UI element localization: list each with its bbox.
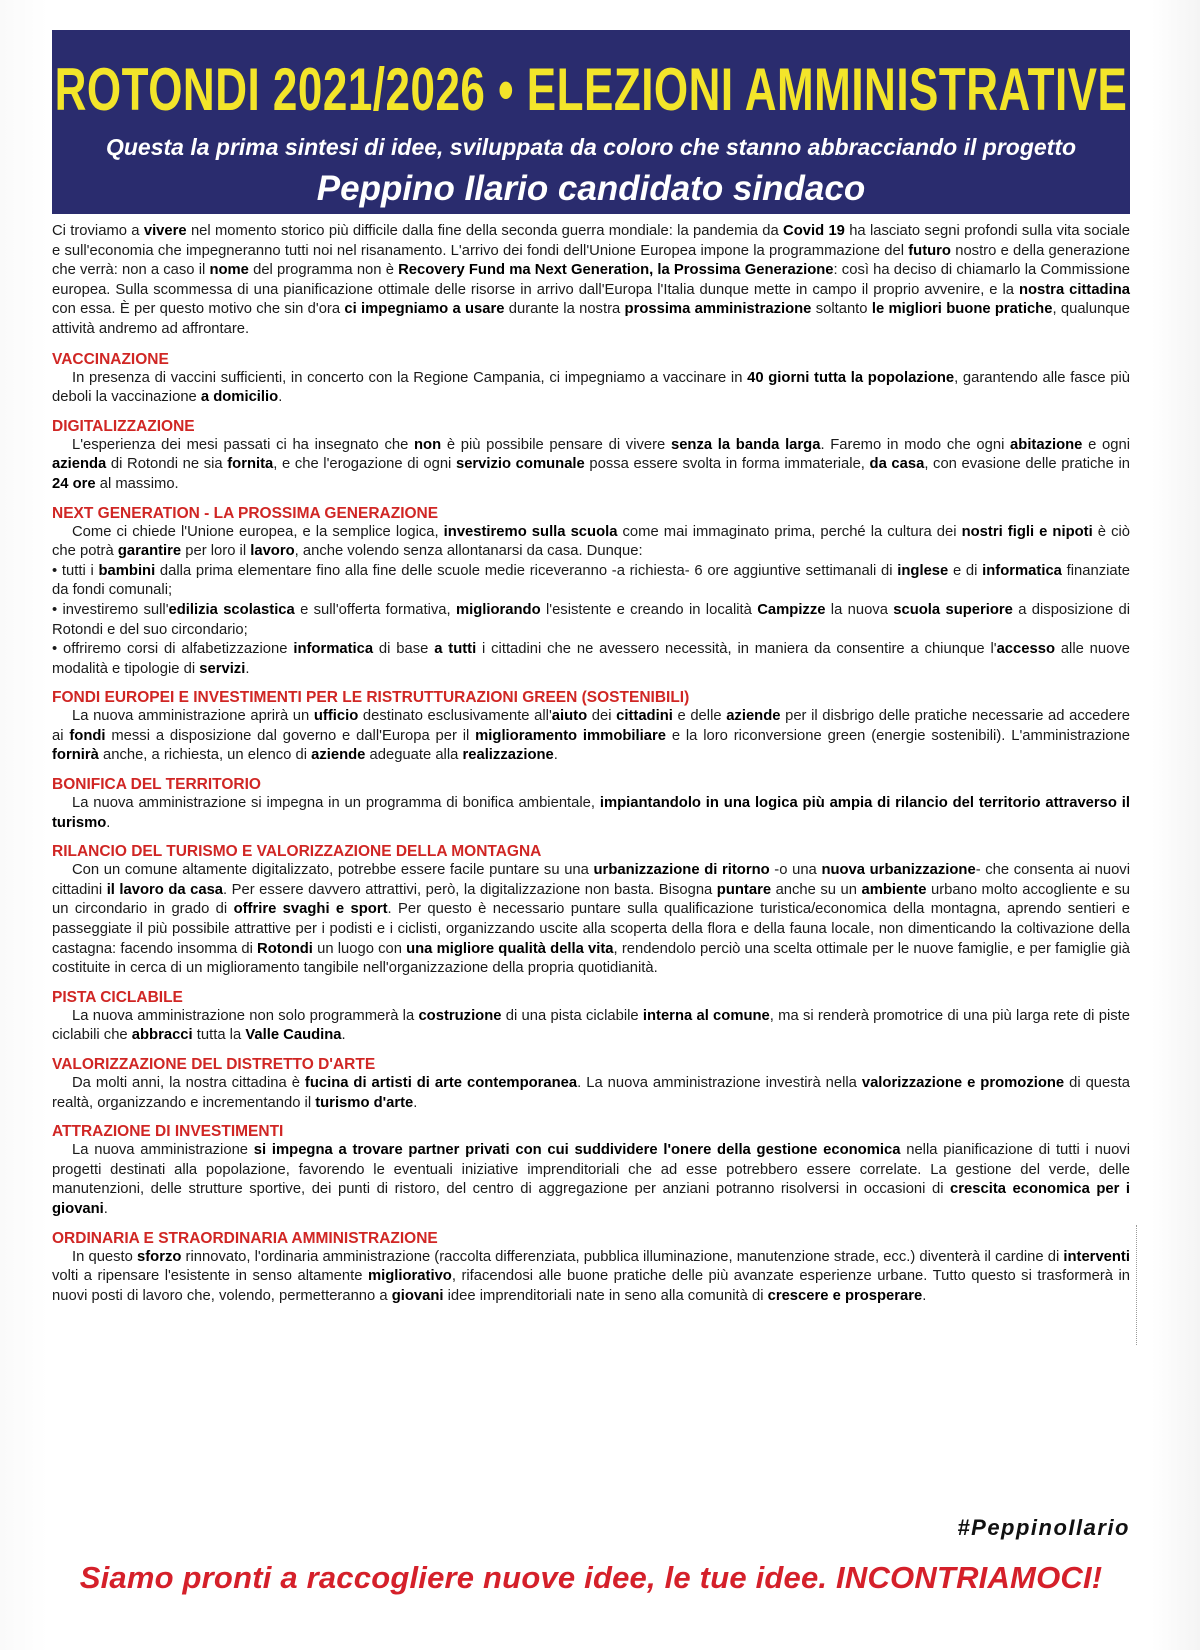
section-title: ATTRAZIONE DI INVESTIMENTI <box>52 1123 284 1141</box>
text-run: nel momento storico più difficile dalla fine della seconda guerra mondiale: la pandemia da <box>186 223 784 239</box>
text-run: investiremo sull' <box>62 601 169 618</box>
text-run: e ogni <box>1082 436 1130 453</box>
bold-text: ambiente <box>861 881 927 898</box>
text-run: la nuova <box>825 601 894 618</box>
bold-text: Valle Caudina <box>245 1027 342 1044</box>
text-run: a disposizione di Rotondi e del suo circondario; <box>52 601 1131 638</box>
bold-text: crescita economica per i giovani <box>52 1181 1130 1217</box>
text-run: con essa. È per questo motivo che sin d'ora <box>52 301 345 318</box>
text-run: In presenza di vaccini sufficienti, in concerto con la Regione Campania, ci impegniamo a vaccinare in <box>72 369 748 386</box>
flyer-title: ROTONDI 2021/2026 • ELEZIONI AMMINISTRATIVE <box>54 56 1128 124</box>
bold-text: fondi <box>69 727 106 744</box>
bold-text: inglese <box>897 562 949 579</box>
text-run: e sull'offerta formativa, <box>294 601 456 618</box>
bold-text: informatica <box>293 641 374 658</box>
bold-text: nuova urbanizzazione <box>821 862 976 879</box>
program-section <box>52 417 1130 495</box>
bold-text: migliorativo <box>367 1268 452 1285</box>
bold-text: aziende <box>311 747 366 764</box>
text-run: . <box>278 389 283 406</box>
text-run: finanziate da fondi comunali; <box>52 562 1130 599</box>
bold-text: impiantandolo in una logica più ampia di rilancio del territorio attraverso il turismo <box>52 795 1130 831</box>
bold-text: 24 ore <box>52 475 96 492</box>
section-body <box>52 1007 1130 1046</box>
text-run: di base <box>373 641 435 658</box>
program-section <box>52 775 1130 833</box>
text-run: , e che l'erogazione di ogni <box>273 456 456 473</box>
text-run: anche, a richiesta, un elenco di <box>98 747 312 764</box>
text-run: del programma non è <box>248 262 399 279</box>
bold-text: servizi <box>199 660 246 677</box>
text-run: tutta la <box>192 1027 246 1044</box>
side-print-mark <box>1136 1225 1145 1345</box>
text-run: e delle <box>672 708 727 725</box>
bold-text: ci impegniamo a usare <box>344 301 505 318</box>
text-run: ha lasciato segni profondi sulla vita sociale e sull'economia che impegneranno tutti noi nel risanamento. L'arrivo dei fondi dell'Unione Europea impone la programmazione del <box>52 223 1130 259</box>
bold-text: cittadini <box>616 708 673 725</box>
bold-text: realizzazione <box>462 747 554 764</box>
bullet-item <box>52 601 1130 640</box>
text-run: Da molti anni, la nostra cittadina è <box>72 1075 305 1091</box>
section-title: PISTA CICLABILE <box>52 988 183 1006</box>
text-run: . <box>341 1027 346 1044</box>
text-run: La nuova amministrazione <box>72 1142 254 1159</box>
text-run: possa essere svolta in forma immateriale, <box>584 456 870 473</box>
bold-text: a domicilio <box>200 389 279 406</box>
header-banner <box>52 30 1130 214</box>
bold-text: aiuto <box>551 708 588 725</box>
section-body <box>52 369 1130 408</box>
section-title: VACCINAZIONE <box>52 350 169 368</box>
text-run: . Faremo in modo che ogni <box>820 436 1011 453</box>
text-run: , anche volendo senza allontanarsi da casa. Dunque: <box>294 543 643 560</box>
text-run: è più possibile pensare di vivere <box>441 436 671 453</box>
program-content <box>52 222 1130 1315</box>
text-run: -o una <box>769 862 822 879</box>
text-run: dei <box>587 708 617 725</box>
section-body <box>52 707 1130 766</box>
section-title: VALORIZZAZIONE DEL DISTRETTO D'ARTE <box>52 1056 376 1073</box>
bold-text: Covid 19 <box>783 223 845 239</box>
text-run: i cittadini che ne avessero necessità, in maniera da consentire a chiunque l' <box>476 641 997 658</box>
bold-text: futuro <box>908 242 951 259</box>
bold-text: da casa <box>869 456 925 473</box>
bold-text: una migliore qualità della vita <box>406 940 614 957</box>
section-body <box>52 794 1130 833</box>
text-run: . <box>553 747 558 764</box>
text-run: rinnovato, l'ordinaria amministrazione (raccolta differenziata, pubblica illuminazione, manutenzione strade, ecc.) diventerà il cardine di <box>181 1248 1064 1265</box>
program-section <box>52 1122 1130 1219</box>
bold-text: 40 giorni tutta la popolazione <box>747 369 955 386</box>
intro-paragraph <box>52 222 1130 340</box>
bullet-item <box>52 640 1130 679</box>
text-run: e la loro riconversione green (energie sostenibili). L'amministrazione <box>665 727 1130 744</box>
text-run: . Per questo è necessario puntare sulla qualificazione turistica/economica della montagna, aprendo sentieri e passeggiate il più possibile attrattive per i podisti e i ciclisti, organizzando uscite alla scoperta della flora e della fauna locale, non dimenticando la coltivazione della castagna: facendo insomma di <box>52 901 1130 957</box>
text-run: . <box>922 1287 927 1304</box>
bullet-dot-icon: • <box>52 641 64 658</box>
section-body <box>52 1141 1130 1219</box>
bold-text: garantire <box>117 543 182 560</box>
bold-text: Rotondi <box>257 940 313 957</box>
text-run: , qualunque attività andremo ad affrontare. <box>52 301 1130 337</box>
text-run: La nuova amministrazione aprirà un <box>72 708 314 725</box>
text-run: - che consenta ai nuovi cittadini <box>52 862 1130 898</box>
text-run: di questa realtà, organizzando e incrementando il <box>52 1075 1131 1111</box>
text-run: un luogo con <box>312 940 407 957</box>
hashtag: #PeppinoIlario <box>957 1515 1130 1540</box>
bold-text: nostra cittadina <box>1018 281 1130 298</box>
candidate-name: Peppino Ilario candidato sindaco <box>316 169 866 208</box>
text-run: soltanto <box>811 301 872 318</box>
program-sections <box>52 350 1130 1307</box>
text-run: per il disbrigo delle pratiche necessarie ad accedere ai <box>52 708 1130 744</box>
bold-text: abbracci <box>131 1027 193 1044</box>
program-section <box>52 988 1130 1046</box>
bold-text: lavoro <box>250 543 295 560</box>
bold-text: servizio comunale <box>455 456 585 473</box>
section-body <box>52 523 1130 680</box>
text-run: idee imprenditoriali nate in seno alla comunità di <box>443 1287 768 1304</box>
section-title: FONDI EUROPEI E INVESTIMENTI PER LE RISTRUTTURAZIONI GREEN (SOSTENIBILI) <box>52 689 690 707</box>
section-title: DIGITALIZZAZIONE <box>52 417 195 435</box>
bold-text: fucina di artisti di arte contemporanea <box>304 1075 578 1091</box>
text-run: è ciò che potrà <box>52 523 1130 560</box>
text-run: nostro e della generazione che verrà: non a caso il <box>52 242 1130 279</box>
bold-text: miglioramento immobiliare <box>475 727 666 744</box>
text-run: . Per essere davvero attrattivi, però, la digitalizzazione non basta. Bisogna <box>223 881 717 898</box>
section-body <box>52 436 1130 495</box>
bold-text: fornita <box>227 456 274 473</box>
program-section <box>52 1229 1130 1307</box>
bold-text: nome <box>209 262 249 279</box>
text-run: : così ha deciso di chiamarlo la Commissione europea. Sulla scommessa di una pianificazione ottimale delle risorse in arrivo dall'Europa l'Italia dunque mette in campo il proprio avvenire, e la <box>52 262 1131 298</box>
text-run: . <box>413 1094 418 1111</box>
bold-text: investiremo sulla scuola <box>443 523 618 540</box>
bold-text: interventi <box>1063 1248 1130 1265</box>
text-run: . <box>245 660 250 677</box>
flyer-subtitle: Questa la prima sintesi di idee, sviluppata da coloro che stanno abbracciando il progetto <box>105 134 1077 160</box>
text-run: e di <box>948 562 983 579</box>
bullet-dot-icon: • <box>52 601 63 618</box>
text-run: L'esperienza dei mesi passati ci ha insegnato che <box>72 436 414 453</box>
bold-text: turismo d'arte <box>315 1094 414 1111</box>
bold-text: costruzione <box>418 1007 502 1024</box>
bold-text: informatica <box>982 562 1062 579</box>
text-run: anche su un <box>771 881 862 898</box>
text-run: volti a ripensare l'esistente in senso altamente <box>52 1268 368 1285</box>
text-run: . <box>103 1200 108 1217</box>
section-body <box>52 861 1130 979</box>
bold-text: fornirà <box>52 747 99 764</box>
bold-text: abitazione <box>1010 436 1083 453</box>
text-run: l'esistente e creando in località <box>540 601 758 618</box>
text-run: destinato esclusivamente all' <box>358 708 552 725</box>
text-run: come mai immaginato prima, perché la cultura dei <box>617 523 962 540</box>
bold-text: le migliori buone pratiche <box>871 301 1053 318</box>
text-run: Con un comune altamente digitalizzato, potrebbe essere facile puntare su una <box>72 862 594 879</box>
text-run: , garantendo alle fasce più deboli la vaccinazione <box>52 369 1130 406</box>
text-run: , con evasione delle pratiche in <box>924 456 1131 473</box>
text-run: nella pianificazione di tutti i nuovi progetti destinati alla popolazione, favorendo le eventuali iniziative imprenditoriali che ad esse potrebbero essere correlate. La gestione del verde, delle manutenzioni, delle strutture sportive, dei punti di ristoro, del centro di aggregazione per anziani potranno risolversi in occasioni di <box>52 1142 1130 1198</box>
bold-text: crescere e prosperare <box>767 1287 923 1304</box>
bold-text: interna al comune <box>642 1007 770 1024</box>
program-section <box>52 350 1130 408</box>
text-run: offriremo corsi di alfabetizzazione <box>63 641 294 658</box>
bold-text: si impegna a trovare partner privati con cui suddividere l'onere della gestione economica <box>253 1142 901 1159</box>
bullet-dot-icon: • <box>52 562 62 579</box>
program-section <box>52 1055 1130 1113</box>
section-body <box>52 1248 1130 1307</box>
text-run: . La nuova amministrazione investirà nella <box>577 1075 862 1091</box>
bullet-item <box>52 562 1130 601</box>
text-run: , rifacendosi alle buone pratiche delle più avanzate esperienze urbane. Tutto questo si trasformerà in nuovi posti di lavoro che, volendo, permetteranno a <box>52 1268 1131 1304</box>
text-run: al massimo. <box>95 475 179 492</box>
bold-text: puntare <box>716 881 772 898</box>
text-run: La nuova amministrazione si impegna in un programma di bonifica ambientale, <box>72 795 600 812</box>
text-run: alle nuove modalità e tipologie di <box>52 641 1130 677</box>
text-run: Ci troviamo a <box>52 223 144 239</box>
bold-text: vivere <box>143 223 187 239</box>
bold-text: sforzo <box>137 1248 182 1265</box>
section-body <box>52 1074 1130 1113</box>
bold-text: Recovery Fund ma Next Generation, la Prossima Generazione <box>398 262 834 279</box>
bold-text: scuola superiore <box>893 601 1013 618</box>
text-run: durante la nostra <box>504 301 625 318</box>
bold-text: il lavoro da casa <box>106 881 224 898</box>
text-run: In questo <box>72 1248 138 1265</box>
program-section <box>52 842 1130 979</box>
text-run: messi a disposizione dal governo e dall'Europa per il <box>105 727 476 744</box>
bold-text: accesso <box>996 641 1055 658</box>
text-run: urbano molto accogliente e su un circondario in grado di <box>52 881 1130 918</box>
text-run: La nuova amministrazione non solo programmerà la <box>72 1007 419 1024</box>
text-run: , rendendolo perciò una scelta ottimale per le nuove famiglie, e per famiglie già costituite in cerca di un miglioramento tangibile nell'organizzazione della propria quotidianità. <box>52 940 1130 977</box>
bold-text: nostri figli e nipoti <box>961 523 1093 540</box>
bold-text: migliorando <box>455 601 541 618</box>
bold-text: valorizzazione e promozione <box>861 1075 1065 1091</box>
text-run: . <box>106 814 111 831</box>
program-section <box>52 504 1130 680</box>
bold-text: bambini <box>98 562 156 579</box>
bold-text: offrire svaghi e sport <box>233 901 388 918</box>
bold-text: urbanizzazione di ritorno <box>593 862 770 879</box>
text-run: per loro il <box>181 543 251 560</box>
text-run: di Rotondi ne sia <box>106 456 228 473</box>
text-run: adeguate alla <box>365 747 463 764</box>
bold-text: aziende <box>726 708 781 725</box>
bold-text: prossima amministrazione <box>624 301 812 318</box>
bold-text: ufficio <box>313 708 359 725</box>
section-title: BONIFICA DEL TERRITORIO <box>52 776 261 794</box>
text-run: , ma si renderà promotrice di una più larga rete di piste ciclabili che <box>52 1007 1130 1044</box>
text-run: tutti i <box>61 562 99 579</box>
bold-text: Campizze <box>757 601 826 618</box>
section-title: NEXT GENERATION - LA PROSSIMA GENERAZIONE <box>52 504 439 522</box>
text-run: di una pista ciclabile <box>501 1007 643 1024</box>
section-title: RILANCIO DEL TURISMO E VALORIZZAZIONE DELLA MONTAGNA <box>52 843 542 861</box>
closing-slogan: Siamo pronti a raccogliere nuove idee, le tue idee. INCONTRIAMOCI! <box>79 1560 1103 1595</box>
text-run: Come ci chiede l'Unione europea, e la semplice logica, <box>72 523 444 540</box>
section-title: ORDINARIA E STRAORDINARIA AMMINISTRAZIONE <box>52 1229 438 1247</box>
bold-text: azienda <box>52 456 107 473</box>
bold-text: edilizia scolastica <box>168 601 295 618</box>
bold-text: a tutti <box>434 641 477 658</box>
bold-text: senza la banda larga <box>670 436 821 453</box>
bold-text: non <box>414 436 442 453</box>
bold-text: giovani <box>391 1287 444 1304</box>
text-run: dalla prima elementare fino alla fine delle scuole medie riceveranno -a richiesta- 6 ore aggiuntive settimanali di <box>155 562 898 579</box>
program-section <box>52 688 1130 766</box>
